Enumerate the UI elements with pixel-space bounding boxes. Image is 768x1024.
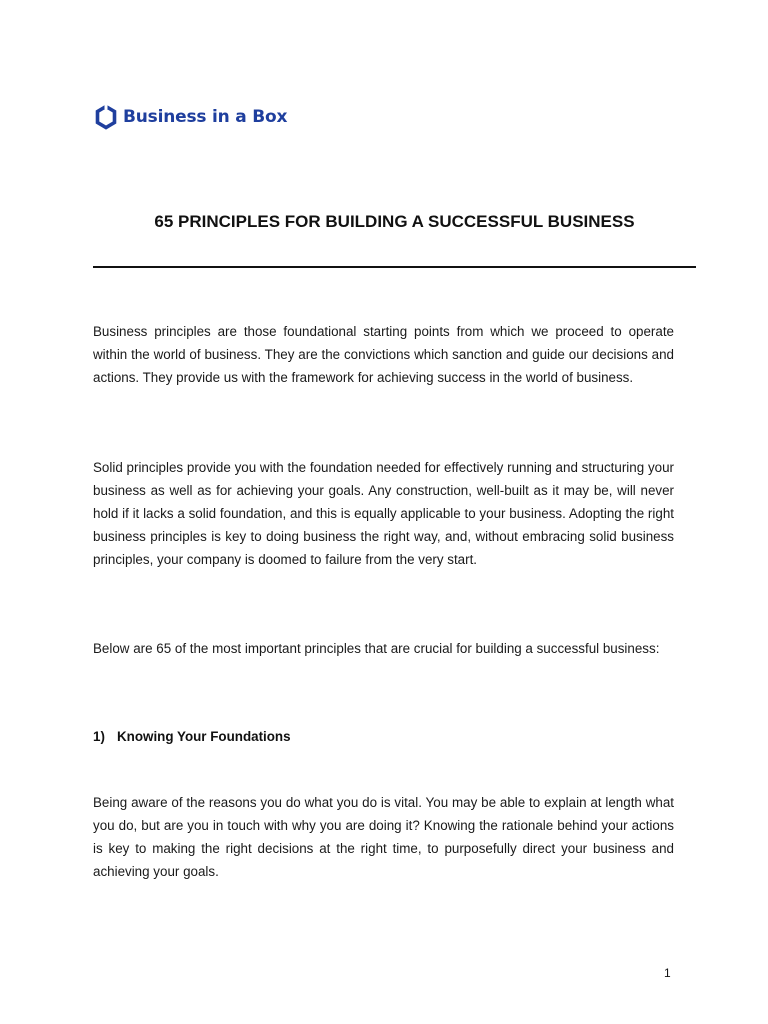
hexagon-logo-icon: [95, 104, 117, 130]
brand-logo: [95, 104, 287, 130]
section-body-paragraph: Being aware of the reasons you do what you do is vital. You may be able to explain at length what you do, but are you in touch with why you are doing it? Knowing the rationale behind your actions is key to making the right decisions at the right time, to purposefully direct your business and achieving your goals.: [93, 795, 674, 880]
brand-name: Business in a Box: [123, 107, 288, 127]
section-heading: [93, 727, 291, 747]
section-title: Knowing Your Foundations: [117, 729, 291, 744]
lead-in-paragraph: Below are 65 of the most important principles that are crucial for building a successful business:: [93, 641, 660, 656]
foundation-paragraph: Solid principles provide you with the foundation needed for effectively running and structuring your business as well as for achieving your goals. Any construction, well-built as it may be, will never hold if it lacks a solid foundation, and this is equally applicable to your business. Adopting the right business principles is key to doing business the right way, and, without embracing solid business principles, your company is doomed to failure from the very start.: [93, 460, 674, 568]
document-title: 65 PRINCIPLES FOR BUILDING A SUCCESSFUL BUSINESS: [154, 212, 635, 231]
section-number: 1): [93, 729, 105, 744]
page-number: 1: [664, 966, 671, 980]
intro-paragraph: Business principles are those foundational starting points from which we proceed to operate within the world of business. They are the convictions which sanction and guide our decisions and actions. They provide us with the framework for achieving success in the world of business.: [93, 324, 674, 386]
title-divider: [93, 266, 696, 268]
